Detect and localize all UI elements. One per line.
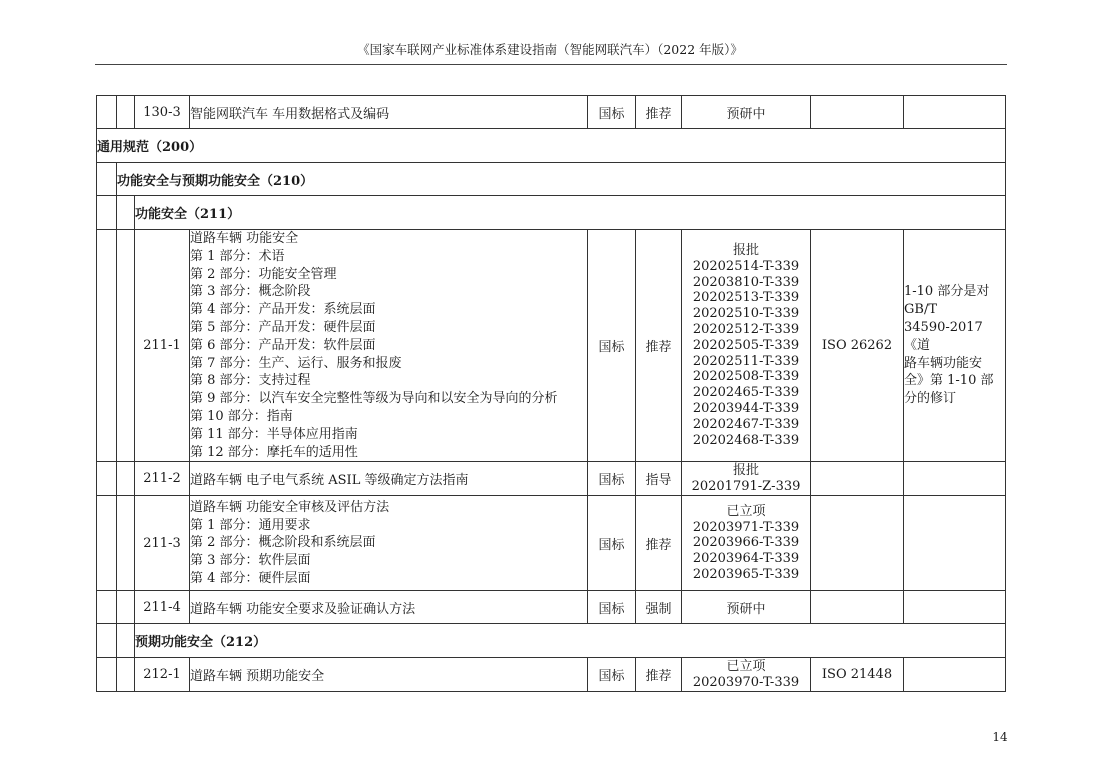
standard-name: 智能网联汽车 车用数据格式及编码	[190, 96, 588, 129]
name-line: 第 6 部分：产品开发：软件层面	[190, 337, 376, 353]
standard-status	[682, 658, 811, 692]
status-line: 20202467-T-339	[692, 416, 800, 432]
status-line: 20203964-T-339	[692, 551, 800, 567]
table-row	[97, 658, 1006, 692]
indent-cell	[97, 462, 117, 496]
table-row	[97, 462, 1006, 496]
name-line: 第 5 部分：产品开发：硬件层面	[190, 319, 376, 335]
indent-cell	[97, 196, 117, 230]
note-line: 1-10 部分是对	[904, 284, 990, 300]
page-header-title: 《国家车联网产业标准体系建设指南（智能网联汽车）（2022 年版）》	[357, 42, 743, 57]
standard-note	[904, 462, 1006, 496]
standard-name: 道路车辆 预期功能安全	[190, 658, 588, 692]
name-line: 第 7 部分：生产、运行、服务和报废	[190, 355, 402, 371]
status-line: 20202511-T-339	[692, 353, 800, 369]
standard-nature: 推荐	[636, 496, 682, 591]
section-row	[97, 129, 1006, 163]
table-row	[97, 496, 1006, 591]
standard-id: 130-3	[135, 96, 190, 129]
status-line: 20202505-T-339	[692, 337, 800, 353]
status-line: 20203965-T-339	[692, 567, 800, 583]
indent-cell	[117, 462, 135, 496]
indent-cell	[117, 96, 135, 129]
section-heading-sotif: 预期功能安全（212）	[135, 624, 1006, 658]
status-line: 20202468-T-339	[692, 432, 800, 448]
status-line: 20203966-T-339	[692, 535, 800, 551]
indent-cell	[117, 196, 135, 230]
name-line: 第 12 部分：摩托车的适用性	[190, 444, 358, 460]
standard-status	[682, 462, 811, 496]
status-line: 20202514-T-339	[692, 258, 800, 274]
standard-status	[682, 230, 811, 462]
indent-cell	[97, 96, 117, 129]
indent-cell	[97, 591, 117, 624]
status-line: 20202510-T-339	[692, 306, 800, 322]
standard-note	[904, 496, 1006, 591]
note-line: 34590-2017《道	[904, 319, 983, 353]
standard-id: 211-4	[135, 591, 190, 624]
section-heading-fs: 功能安全（211）	[135, 196, 1006, 230]
standard-nature: 指导	[636, 462, 682, 496]
indent-cell	[117, 658, 135, 692]
name-line: 第 8 部分：支持过程	[190, 373, 311, 389]
section-row	[97, 196, 1006, 230]
standard-note	[904, 658, 1006, 692]
standard-id: 211-2	[135, 462, 190, 496]
standard-type: 国标	[588, 496, 636, 591]
standard-type: 国标	[588, 96, 636, 129]
standard-type: 国标	[588, 462, 636, 496]
status-line: 20203810-T-339	[692, 274, 800, 290]
note-line: 路车辆功能安	[904, 355, 983, 371]
standard-nature: 推荐	[636, 96, 682, 129]
name-line: 第 4 部分：产品开发：系统层面	[190, 302, 376, 318]
status-line: 20201791-Z-339	[691, 478, 801, 494]
page-number: 14	[992, 730, 1008, 744]
standard-id: 212-1	[135, 658, 190, 692]
status-line: 20202508-T-339	[692, 369, 800, 385]
name-line: 第 2 部分：功能安全管理	[190, 266, 337, 282]
standard-note	[904, 591, 1006, 624]
standard-reference: ISO 21448	[811, 658, 904, 692]
status-line: 已立项	[726, 659, 766, 675]
status-line: 已立项	[726, 503, 766, 519]
standard-type: 国标	[588, 591, 636, 624]
name-line: 第 3 部分：软件层面	[190, 553, 311, 569]
section-row	[97, 624, 1006, 658]
standard-name	[190, 496, 588, 591]
standard-name	[190, 230, 588, 462]
standard-type: 国标	[588, 658, 636, 692]
name-line: 第 2 部分：概念阶段和系统层面	[190, 535, 376, 551]
table-row	[97, 96, 1006, 129]
indent-cell	[97, 496, 117, 591]
standard-note	[904, 96, 1006, 129]
status-line: 20203970-T-339	[692, 674, 800, 690]
standard-nature: 强制	[636, 591, 682, 624]
name-line: 道路车辆 功能安全	[190, 231, 299, 246]
note-line: 全》第 1-10 部	[904, 373, 994, 389]
status-line: 20202512-T-339	[692, 321, 800, 337]
name-line: 第 4 部分：硬件层面	[190, 571, 311, 587]
standard-reference	[811, 96, 904, 129]
status-line: 20203971-T-339	[692, 519, 800, 535]
standard-reference	[811, 462, 904, 496]
header-divider	[95, 64, 1007, 65]
indent-cell	[97, 624, 117, 658]
standard-reference	[811, 496, 904, 591]
indent-cell	[117, 624, 135, 658]
status-line: 20202513-T-339	[692, 290, 800, 306]
section-heading-fs-sotif: 功能安全与预期功能安全（210）	[117, 163, 1006, 196]
standard-id: 211-3	[135, 496, 190, 591]
standard-nature: 推荐	[636, 658, 682, 692]
status-line: 报批	[732, 243, 759, 258]
indent-cell	[117, 496, 135, 591]
indent-cell	[97, 658, 117, 692]
table-row	[97, 230, 1006, 462]
standard-id: 211-1	[135, 230, 190, 462]
standard-status: 预研中	[682, 591, 811, 624]
name-line: 第 1 部分：通用要求	[190, 517, 311, 533]
name-line: 第 11 部分：半导体应用指南	[190, 426, 358, 442]
name-line: 第 10 部分：指南	[190, 408, 293, 424]
standard-nature: 推荐	[636, 230, 682, 462]
section-heading-general: 通用规范（200）	[97, 129, 1006, 163]
standard-status	[682, 496, 811, 591]
status-line: 20202465-T-339	[692, 385, 800, 401]
name-line: 第 1 部分：术语	[190, 248, 285, 264]
standard-reference: ISO 26262	[811, 230, 904, 462]
section-row	[97, 163, 1006, 196]
indent-cell	[97, 163, 117, 196]
indent-cell	[117, 591, 135, 624]
note-line: 分的修订	[904, 391, 957, 407]
note-line: GB/T	[904, 302, 937, 318]
standard-type: 国标	[588, 230, 636, 462]
name-line: 第 3 部分：概念阶段	[190, 284, 311, 300]
standards-table	[96, 95, 1006, 692]
name-line: 第 9 部分：以汽车安全完整性等级为导向和以安全为导向的分析	[190, 391, 558, 407]
indent-cell	[117, 230, 135, 462]
name-line: 道路车辆 功能安全审核及评估方法	[190, 499, 390, 515]
standard-reference	[811, 591, 904, 624]
standard-note	[904, 230, 1006, 462]
standard-name: 道路车辆 电子电气系统 ASIL 等级确定方法指南	[190, 462, 588, 496]
indent-cell	[97, 230, 117, 462]
status-line: 20203944-T-339	[692, 400, 800, 416]
standard-status: 预研中	[682, 96, 811, 129]
status-line: 报批	[732, 463, 759, 479]
table-row	[97, 591, 1006, 624]
standard-name: 道路车辆 功能安全要求及验证确认方法	[190, 591, 588, 624]
